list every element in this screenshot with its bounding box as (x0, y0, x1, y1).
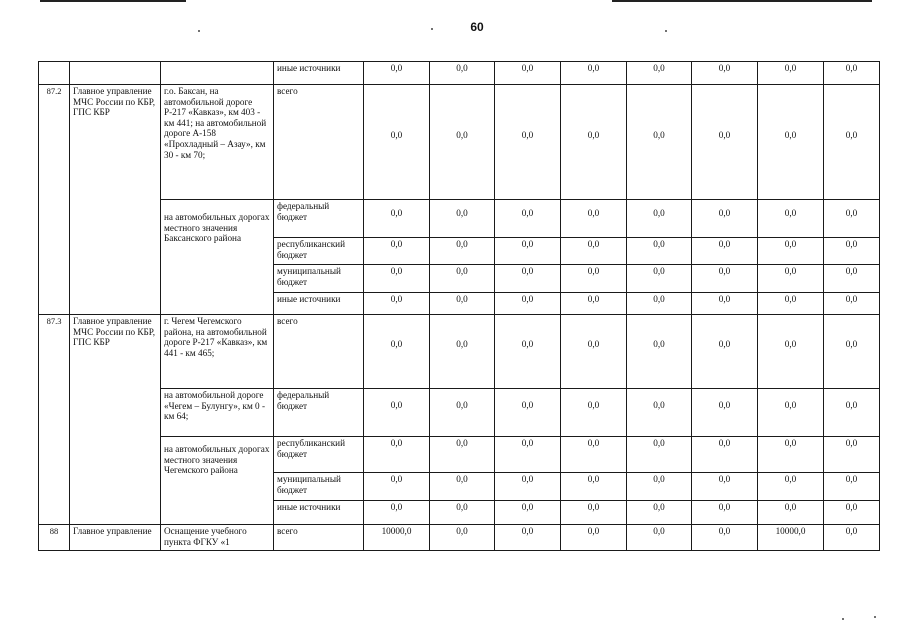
value-cell: 0,0 (364, 473, 430, 501)
value-cell: 0,0 (758, 238, 824, 265)
table-row (39, 85, 880, 200)
table-row (39, 525, 880, 551)
value-cell: 0,0 (824, 85, 880, 200)
org-cell: Главное управление МЧС России по КБР, ГПС КБР (70, 315, 161, 525)
value-cell: 0,0 (430, 473, 495, 501)
value-cell: 0,0 (824, 238, 880, 265)
row-id-cell (39, 62, 70, 85)
value-cell: 0,0 (430, 200, 495, 238)
row-id-cell: 87.2 (39, 85, 70, 315)
value-cell: 0,0 (561, 315, 627, 389)
location-cell: Оснащение учебного пункта ФГКУ «1 (161, 525, 274, 551)
value-cell: 0,0 (692, 501, 758, 525)
value-cell: 0,0 (430, 293, 495, 315)
value-cell: 0,0 (561, 85, 627, 200)
table-row (39, 200, 880, 238)
value-cell: 0,0 (824, 265, 880, 293)
value-cell: 0,0 (495, 85, 561, 200)
value-cell: 0,0 (495, 200, 561, 238)
value-cell: 0,0 (561, 62, 627, 85)
value-cell: 0,0 (627, 501, 692, 525)
value-cell: 0,0 (627, 62, 692, 85)
table-row (39, 389, 880, 437)
funding-source-cell: иные источники (274, 62, 364, 85)
value-cell: 0,0 (692, 293, 758, 315)
funding-source-cell: всего (274, 85, 364, 200)
value-cell: 0,0 (430, 85, 495, 200)
scan-speck (431, 28, 433, 30)
value-cell: 0,0 (758, 473, 824, 501)
value-cell: 0,0 (692, 265, 758, 293)
value-cell: 0,0 (758, 85, 824, 200)
value-cell: 0,0 (824, 293, 880, 315)
value-cell: 0,0 (430, 315, 495, 389)
value-cell: 0,0 (627, 315, 692, 389)
org-cell: Главное управление МЧС России по КБР, ГПС КБР (70, 85, 161, 315)
funding-source-cell: федеральный бюджет (274, 389, 364, 437)
value-cell: 0,0 (627, 293, 692, 315)
value-cell: 0,0 (561, 265, 627, 293)
value-cell: 0,0 (627, 265, 692, 293)
value-cell: 0,0 (364, 389, 430, 437)
value-cell: 0,0 (824, 437, 880, 473)
value-cell: 0,0 (561, 293, 627, 315)
value-cell: 0,0 (627, 389, 692, 437)
value-cell: 10000,0 (364, 525, 430, 551)
location-cell: на автомобильной дороге «Чегем – Булунгу», км 0 - км 64; (161, 389, 274, 437)
value-cell: 0,0 (692, 389, 758, 437)
value-cell: 0,0 (824, 315, 880, 389)
value-cell: 0,0 (364, 238, 430, 265)
value-cell: 0,0 (627, 238, 692, 265)
value-cell: 0,0 (758, 437, 824, 473)
value-cell: 0,0 (692, 85, 758, 200)
table-row (39, 315, 880, 389)
value-cell: 0,0 (758, 200, 824, 238)
value-cell: 0,0 (561, 473, 627, 501)
scan-speck (198, 30, 200, 32)
value-cell: 0,0 (495, 293, 561, 315)
value-cell: 0,0 (758, 62, 824, 85)
value-cell: 0,0 (824, 525, 880, 551)
value-cell: 0,0 (692, 200, 758, 238)
scan-speck (842, 618, 844, 620)
org-cell (70, 62, 161, 85)
row-id-cell: 87.3 (39, 315, 70, 525)
value-cell: 0,0 (495, 315, 561, 389)
value-cell: 0,0 (364, 200, 430, 238)
scan-top-rule-right (612, 0, 872, 2)
value-cell: 0,0 (495, 265, 561, 293)
value-cell: 0,0 (495, 389, 561, 437)
value-cell: 0,0 (758, 265, 824, 293)
value-cell: 0,0 (495, 437, 561, 473)
value-cell: 0,0 (758, 293, 824, 315)
value-cell: 0,0 (561, 200, 627, 238)
value-cell: 0,0 (364, 85, 430, 200)
funding-source-cell: всего (274, 315, 364, 389)
funding-source-cell: всего (274, 525, 364, 551)
location-cell: на автомобильных дорогах местного значения Чегемского района (161, 437, 274, 525)
value-cell: 0,0 (364, 265, 430, 293)
value-cell: 0,0 (692, 315, 758, 389)
value-cell: 0,0 (627, 473, 692, 501)
funding-source-cell: иные источники (274, 293, 364, 315)
value-cell: 0,0 (561, 501, 627, 525)
value-cell: 0,0 (430, 525, 495, 551)
value-cell: 0,0 (692, 525, 758, 551)
value-cell: 0,0 (692, 437, 758, 473)
value-cell: 0,0 (495, 525, 561, 551)
value-cell: 0,0 (364, 315, 430, 389)
value-cell: 0,0 (692, 62, 758, 85)
funding-source-cell: муниципальный бюджет (274, 473, 364, 501)
value-cell: 0,0 (495, 473, 561, 501)
value-cell: 0,0 (824, 389, 880, 437)
location-cell (161, 62, 274, 85)
value-cell: 0,0 (824, 473, 880, 501)
value-cell: 0,0 (430, 389, 495, 437)
scan-speck (665, 30, 667, 32)
funding-source-cell: республиканский бюджет (274, 437, 364, 473)
value-cell: 0,0 (627, 437, 692, 473)
value-cell: 0,0 (824, 501, 880, 525)
value-cell: 0,0 (561, 389, 627, 437)
value-cell: 0,0 (561, 238, 627, 265)
value-cell: 0,0 (824, 62, 880, 85)
value-cell: 0,0 (627, 525, 692, 551)
row-id-cell: 88 (39, 525, 70, 551)
value-cell: 0,0 (430, 238, 495, 265)
table-row (39, 437, 880, 473)
value-cell: 0,0 (430, 265, 495, 293)
value-cell: 0,0 (364, 501, 430, 525)
funding-source-cell: федеральный бюджет (274, 200, 364, 238)
org-cell: Главное управление (70, 525, 161, 551)
value-cell: 0,0 (561, 437, 627, 473)
location-cell: г. Чегем Чегемского района, на автомобильной дороге Р-217 «Кавказ», км 441 - км 465; (161, 315, 274, 389)
value-cell: 0,0 (495, 62, 561, 85)
value-cell: 0,0 (627, 85, 692, 200)
value-cell: 0,0 (430, 62, 495, 85)
value-cell: 0,0 (692, 238, 758, 265)
value-cell: 0,0 (561, 525, 627, 551)
value-cell: 0,0 (364, 293, 430, 315)
page-number: 60 (470, 20, 484, 34)
location-cell: на автомобильных дорогах местного значения Баксанского района (161, 200, 274, 315)
funding-source-cell: республиканский бюджет (274, 238, 364, 265)
value-cell: 0,0 (495, 501, 561, 525)
value-cell: 0,0 (758, 501, 824, 525)
funding-source-cell: муниципальный бюджет (274, 265, 364, 293)
funding-source-cell: иные источники (274, 501, 364, 525)
budget-table (38, 61, 880, 551)
value-cell: 0,0 (692, 473, 758, 501)
value-cell: 0,0 (758, 315, 824, 389)
value-cell: 0,0 (364, 437, 430, 473)
value-cell: 0,0 (824, 200, 880, 238)
value-cell: 0,0 (627, 200, 692, 238)
scan-top-rule-left (40, 0, 186, 2)
value-cell: 0,0 (495, 238, 561, 265)
value-cell: 0,0 (364, 62, 430, 85)
location-cell: г.о. Баксан, на автомобильной дороге Р-217 «Кавказ», км 403 - км 441; на автомобильной дороге А-158 «Прохладный – Азау», км 30 - км 70; (161, 85, 274, 200)
value-cell: 0,0 (430, 501, 495, 525)
value-cell: 0,0 (758, 389, 824, 437)
table-row (39, 62, 880, 85)
value-cell: 0,0 (430, 437, 495, 473)
scan-speck (874, 616, 876, 618)
value-cell: 10000,0 (758, 525, 824, 551)
